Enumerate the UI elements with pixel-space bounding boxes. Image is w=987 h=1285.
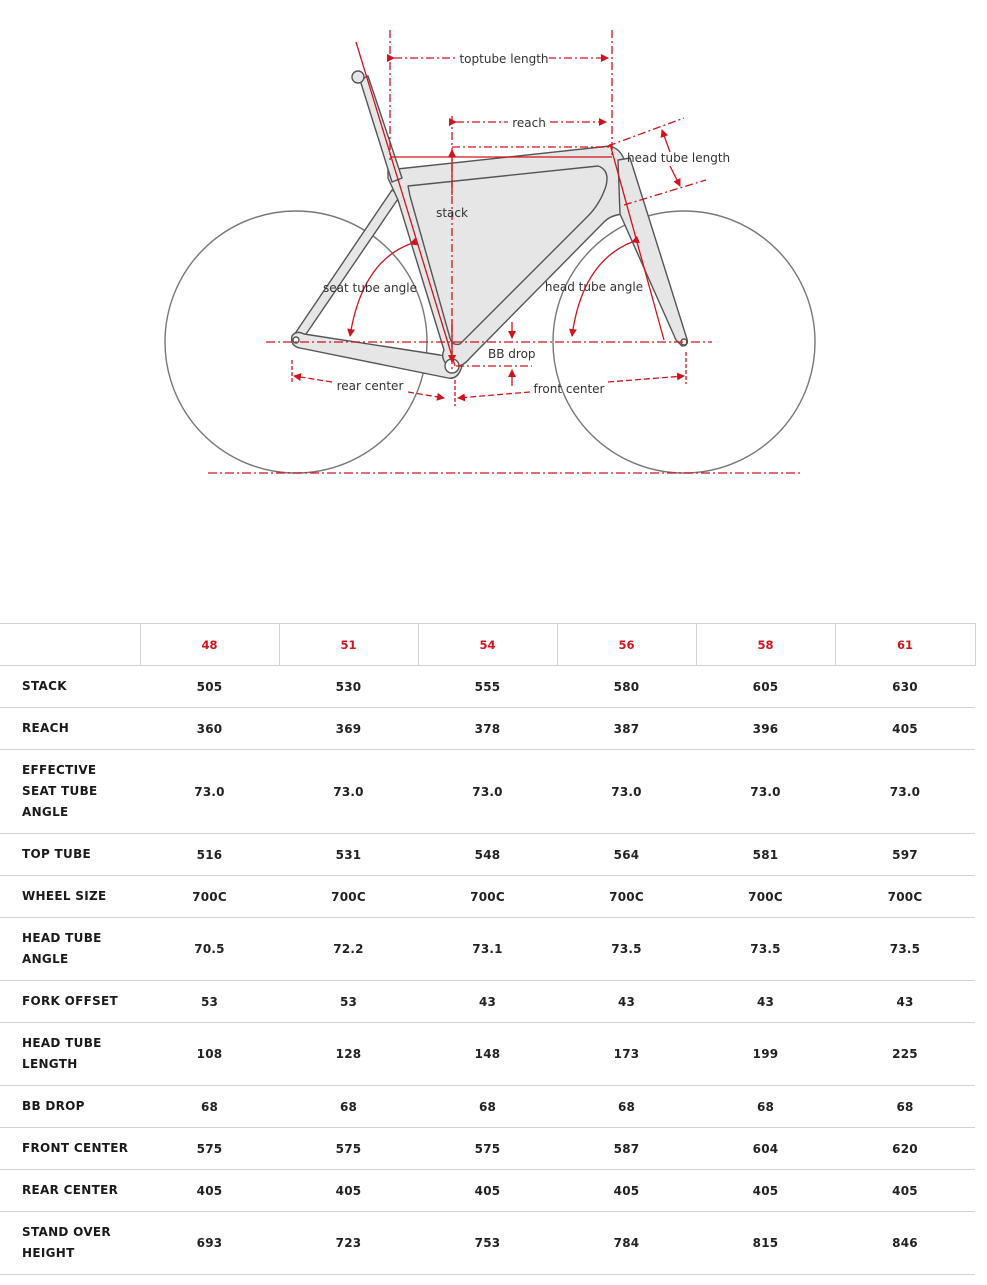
table-cell: 620: [835, 1128, 975, 1170]
table-row-front-center: [0, 1128, 975, 1170]
row-label-line: HEAD TUBE: [22, 931, 102, 945]
table-cell: 564: [557, 834, 696, 876]
table-cell: 580: [557, 666, 696, 708]
table-cell: 815: [696, 1212, 835, 1275]
table-cell: 387: [557, 708, 696, 750]
table-cell: 73.5: [557, 918, 696, 981]
table-cell: 516: [140, 834, 279, 876]
table-row-effective-seat-tube-angle: [0, 750, 975, 834]
table-cell: 555: [418, 666, 557, 708]
table-cell: 173: [557, 1023, 696, 1086]
table-row-head-tube-length: [0, 1023, 975, 1086]
table-row-fork-offset: [0, 981, 975, 1023]
table-cell: 700C: [140, 876, 279, 918]
table-cell: 73.5: [696, 918, 835, 981]
label-toptube-length: toptube length: [459, 52, 549, 66]
table-row-rear-center: [0, 1170, 975, 1212]
table-cell: 396: [696, 708, 835, 750]
table-cell: 693: [140, 1212, 279, 1275]
row-label-line: LENGTH: [22, 1057, 78, 1071]
table-cell: 68: [418, 1086, 557, 1128]
table-cell: 753: [418, 1212, 557, 1275]
table-cell: 630: [835, 666, 975, 708]
table-cell: 108: [140, 1023, 279, 1086]
table-cell: 581: [696, 834, 835, 876]
main-triangle: [388, 146, 632, 367]
table-cell: 405: [140, 1170, 279, 1212]
table-cell: 405: [279, 1170, 418, 1212]
table-cell: 587: [557, 1128, 696, 1170]
table-cell: 72.2: [279, 918, 418, 981]
table-cell: 405: [557, 1170, 696, 1212]
table-cell: 53: [279, 981, 418, 1023]
label-head-tube-length: head tube length: [627, 151, 731, 165]
table-cell: 700C: [696, 876, 835, 918]
table-cell: 43: [696, 981, 835, 1023]
label-seat-tube-angle: seat tube angle: [323, 281, 417, 295]
table-cell: 199: [696, 1023, 835, 1086]
table-cell: 405: [835, 1170, 975, 1212]
row-label: REACH: [0, 708, 140, 750]
table-cell: 700C: [279, 876, 418, 918]
table-cell: 575: [279, 1128, 418, 1170]
row-label-line: HEAD TUBE: [22, 1036, 102, 1050]
row-label-line: ANGLE: [22, 805, 69, 819]
table-row-stack: [0, 666, 975, 708]
row-label-line: HEIGHT: [22, 1246, 75, 1260]
geometry-table: [0, 623, 976, 1275]
table-cell: 43: [835, 981, 975, 1023]
table-cell: 225: [835, 1023, 975, 1086]
table-cell: 73.0: [418, 750, 557, 834]
row-label: [0, 750, 140, 834]
size-header: 58: [696, 624, 835, 666]
label-front-center: front center: [533, 382, 605, 396]
table-cell: 405: [418, 1170, 557, 1212]
table-cell: 53: [140, 981, 279, 1023]
label-head-tube-angle: head tube angle: [544, 280, 644, 294]
table-row-bb-drop: [0, 1086, 975, 1128]
table-cell: 700C: [835, 876, 975, 918]
row-label: FORK OFFSET: [0, 981, 140, 1023]
table-cell: 73.0: [557, 750, 696, 834]
fork: [618, 158, 687, 346]
label-rear-center: rear center: [336, 379, 404, 393]
table-row-stand-over-height: [0, 1212, 975, 1275]
row-label-line: ANGLE: [22, 952, 69, 966]
table-cell: 73.1: [418, 918, 557, 981]
size-header: 48: [140, 624, 279, 666]
table-cell: 360: [140, 708, 279, 750]
size-header: 51: [279, 624, 418, 666]
table-cell: 548: [418, 834, 557, 876]
table-cell: 723: [279, 1212, 418, 1275]
bike-geometry-diagram: [0, 0, 987, 500]
table-cell: 575: [140, 1128, 279, 1170]
row-label: WHEEL SIZE: [0, 876, 140, 918]
row-label: FRONT CENTER: [0, 1128, 140, 1170]
geometry-diagram-svg: [0, 0, 987, 500]
table-cell: 505: [140, 666, 279, 708]
size-header: 56: [557, 624, 696, 666]
table-cell: 68: [835, 1086, 975, 1128]
table-cell: 68: [279, 1086, 418, 1128]
table-cell: 68: [696, 1086, 835, 1128]
row-label: TOP TUBE: [0, 834, 140, 876]
table-cell: 43: [418, 981, 557, 1023]
table-cell: 405: [696, 1170, 835, 1212]
table-row-reach: [0, 708, 975, 750]
table-cell: 531: [279, 834, 418, 876]
table-cell: 70.5: [140, 918, 279, 981]
table-cell: 73.5: [835, 918, 975, 981]
table-cell: 378: [418, 708, 557, 750]
label-reach: reach: [512, 116, 546, 130]
table-cell: 405: [835, 708, 975, 750]
chain-stay: [292, 332, 462, 378]
row-label: BB DROP: [0, 1086, 140, 1128]
label-bb-drop: BB drop: [488, 347, 536, 361]
row-label: REAR CENTER: [0, 1170, 140, 1212]
table-row-top-tube: [0, 834, 975, 876]
row-label: [0, 1212, 140, 1275]
seat-stay: [292, 190, 400, 340]
row-label-line: STAND OVER: [22, 1225, 111, 1239]
table-cell: 700C: [418, 876, 557, 918]
row-label: STACK: [0, 666, 140, 708]
table-cell: 784: [557, 1212, 696, 1275]
table-cell: 73.0: [279, 750, 418, 834]
table-cell: 597: [835, 834, 975, 876]
corner-cell: [0, 624, 140, 666]
row-label: [0, 918, 140, 981]
seat-post: [360, 76, 402, 182]
table-row-wheel-size: [0, 876, 975, 918]
table-cell: 128: [279, 1023, 418, 1086]
table-cell: 700C: [557, 876, 696, 918]
table-cell: 530: [279, 666, 418, 708]
row-label-line: EFFECTIVE: [22, 763, 97, 777]
table-cell: 43: [557, 981, 696, 1023]
table-cell: 148: [418, 1023, 557, 1086]
table-cell: 68: [557, 1086, 696, 1128]
table-cell: 575: [418, 1128, 557, 1170]
size-header: 61: [835, 624, 975, 666]
label-stack: stack: [436, 206, 468, 220]
size-header-row: [0, 624, 975, 666]
table-cell: 68: [140, 1086, 279, 1128]
table-cell: 369: [279, 708, 418, 750]
size-header: 54: [418, 624, 557, 666]
table-cell: 73.0: [835, 750, 975, 834]
table-cell: 604: [696, 1128, 835, 1170]
table-row-head-tube-angle: [0, 918, 975, 981]
row-label-line: SEAT TUBE: [22, 784, 98, 798]
row-label: [0, 1023, 140, 1086]
saddle-clamp: [352, 71, 364, 83]
table-cell: 846: [835, 1212, 975, 1275]
table-cell: 73.0: [140, 750, 279, 834]
table-cell: 605: [696, 666, 835, 708]
table-cell: 73.0: [696, 750, 835, 834]
